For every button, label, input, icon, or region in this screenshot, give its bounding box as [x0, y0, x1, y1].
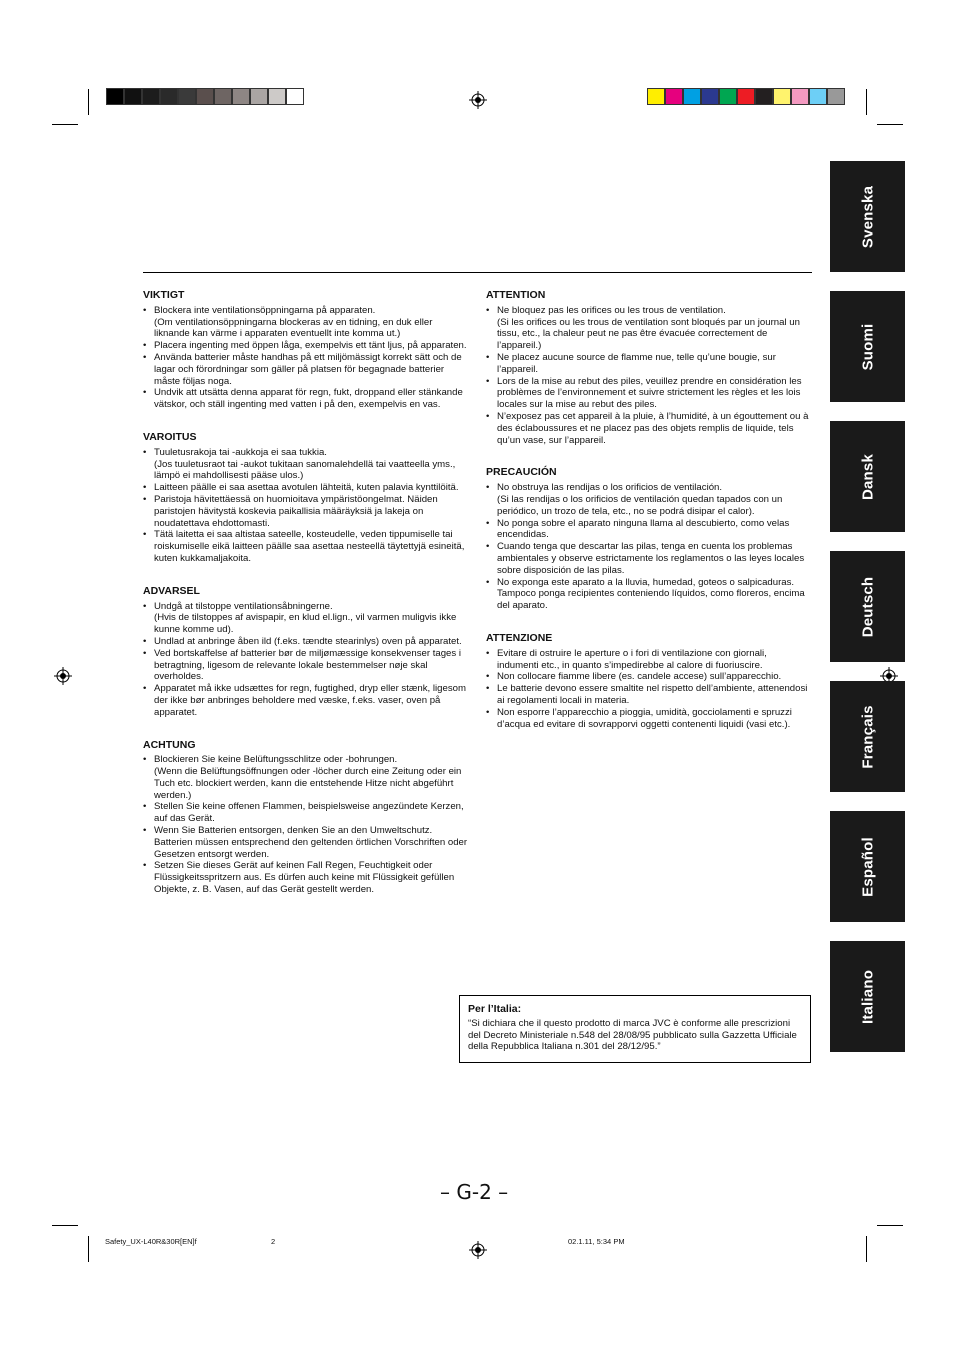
header-rule	[143, 272, 812, 273]
grayscale-swatch	[142, 88, 160, 105]
grayscale-swatch	[160, 88, 178, 105]
list-item	[486, 411, 811, 446]
section-heading: ACHTUNG	[143, 738, 196, 751]
section-heading: PRECAUCIÓN	[486, 466, 557, 479]
footer-timestamp: 02.1.11, 5:34 PM	[568, 1237, 625, 1246]
list-item	[486, 648, 811, 672]
section-heading: VAROITUS	[143, 430, 197, 443]
list-item-text: Evitare di ostruire le aperture o i fori di ventilazione con giornali, indumenti etc., in quanto s’impedirebbe al calore di fuoriuscire.	[497, 647, 767, 671]
cmyk-swatch	[665, 88, 683, 105]
grayscale-swatch	[214, 88, 232, 105]
list-item-text: Ne placez aucune source de flamme nue, telle qu’une bougie, sur l’appareil.	[497, 351, 776, 375]
list-item-text: Undvik att utsätta denna apparat för regn, fukt, droppand eller stänkande vätskor, och ställ ingenting med vatten i på den, exempelvis en vas.	[154, 387, 463, 411]
list-item	[143, 482, 468, 494]
bullet-list	[486, 305, 811, 447]
list-item-text: Tätä laitetta ei saa altistaa sateelle, kosteudelle, veden tippumiselle tai roiskumiselle eikä laitteen päälle saa asettaa nesteellä täytettyjä esineitä, kuten kukkamaljakoita.	[154, 529, 465, 564]
list-item	[486, 683, 811, 707]
grayscale-swatch	[106, 88, 124, 105]
crop-mark	[877, 124, 903, 125]
cmyk-swatch	[809, 88, 827, 105]
list-item	[143, 825, 468, 860]
bullet-list	[143, 601, 468, 719]
tab-label: Italiano	[859, 969, 876, 1024]
list-item-note: (Jos tuuletusraot tai -aukot tukitaan sanomalehdellä tai vaatteella yms., lämpö ei mahdollisesti pääse ulos.)	[154, 458, 456, 482]
tab-dansk	[830, 421, 905, 532]
list-item-note: (Si les orifices ou les trous de ventilation sont bloqués par un journal un tissu, etc., la chaleur peut ne pas être évacuée correctement de l’appareil.)	[497, 316, 800, 352]
warning-section	[486, 467, 811, 612]
list-item	[143, 648, 468, 683]
list-item-text: Tuuletusrakoja tai -aukkoja ei saa tukkia.	[154, 446, 327, 458]
list-item	[143, 601, 468, 636]
list-item	[143, 683, 468, 718]
list-item	[486, 376, 811, 411]
list-item	[143, 352, 468, 387]
warning-section	[143, 740, 468, 896]
page-number: – G-2 –	[440, 1180, 509, 1204]
crop-mark	[52, 1225, 78, 1226]
crop-mark	[88, 89, 89, 115]
registration-mark-icon	[54, 667, 72, 685]
tab-label: Dansk	[859, 453, 876, 500]
list-item-text: Apparatet må ikke udsættes for regn, fugtighed, dryp eller stænk, ligesom der ikke bør anbringes beholdere med væske, f.eks. vaser, oven på apparatet.	[154, 683, 466, 718]
section-heading: VIKTIGT	[143, 289, 185, 301]
list-item	[143, 754, 468, 801]
cmyk-swatch	[647, 88, 665, 105]
cmyk-swatch	[827, 88, 845, 105]
grayscale-swatch	[268, 88, 286, 105]
section-heading: ATTENTION	[486, 289, 546, 301]
crop-mark	[88, 1236, 89, 1262]
section-heading: ADVARSEL	[143, 584, 200, 597]
warning-section	[486, 290, 811, 446]
grayscale-swatch	[178, 88, 196, 105]
list-item	[143, 387, 468, 411]
tab-francais	[830, 681, 905, 792]
list-item	[143, 636, 468, 648]
tab-svenska	[830, 161, 905, 272]
list-item-text: Undlad at anbringe åben ild (f.eks. tændte stearinlys) oven på apparatet.	[154, 635, 462, 647]
list-item	[486, 671, 811, 683]
list-item	[143, 447, 468, 482]
list-item-text: No obstruya las rendijas o los orificios de ventilación.	[497, 482, 723, 494]
grayscale-swatch	[196, 88, 214, 105]
list-item-text: Blockieren Sie keine Belüftungsschlitze oder -bohrungen.	[154, 754, 398, 766]
list-item-text: No ponga sobre el aparato ninguna llama al descubierto, como velas encendidas.	[497, 517, 790, 541]
tab-label: Deutsch	[859, 576, 876, 637]
list-item-text: Lors de la mise au rebut des piles, veuillez prendre en considération les problèmes de l’environnement et suivre strictement les règles et les lois locales sur la mise au rebut des piles.	[497, 375, 802, 411]
list-item-text: Använda batterier måste handhas på ett miljömässigt korrekt sätt och de lagar och förordningar som gäller på platsen för begagnade batterier måste följas noga.	[154, 351, 462, 387]
bullet-list	[486, 648, 811, 731]
tab-label: Français	[859, 704, 876, 769]
list-item-text: Non esporre l’apparecchio a pioggia, umidità, gocciolamenti e spruzzi d’acqua ed evitare di sovrapporvi oggetti contenenti liquidi (vasi etc.).	[497, 706, 792, 730]
list-item	[143, 801, 468, 825]
warning-section	[143, 586, 468, 719]
italia-notice-title: Per l’Italia:	[468, 1003, 522, 1015]
list-item	[486, 577, 811, 612]
list-item-text: Undgå at tilstoppe ventilationsåbningerne.	[154, 600, 333, 612]
crop-mark	[866, 89, 867, 115]
list-item-text: Blockera inte ventilationsöppningarna på apparaten.	[154, 304, 376, 316]
list-item	[486, 707, 811, 731]
crop-mark	[877, 1225, 903, 1226]
list-item	[486, 305, 811, 352]
list-item-note: (Wenn die Belüftungsöffnungen oder -löcher durch eine Zeitung oder ein Tuch etc. blockiert werden, kann die entstehende Hitze nicht abgeführt werden.)	[154, 766, 462, 801]
bullet-list	[143, 447, 468, 565]
bullet-list	[486, 482, 811, 612]
warning-section	[143, 432, 468, 565]
bullet-list	[143, 305, 468, 411]
list-item-note: (Si las rendijas o los orificios de ventilación quedan tapados con un periódico, un trozo de tela, etc., no se podrá disipar el calor).	[497, 493, 783, 517]
list-item-text: Stellen Sie keine offenen Flammen, beispielsweise angezündete Kerzen, auf das Gerät.	[154, 801, 464, 825]
tab-label: Svenska	[859, 185, 876, 248]
crop-mark	[52, 124, 78, 125]
list-item-text: Paristoja hävitettäessä on huomioitava ympäristöongelmat. Näiden paristojen hävitystä koskevia paikallisia määräyksiä ja lakeja on noudatettava ehdottomasti.	[154, 493, 438, 529]
warning-section	[486, 633, 811, 730]
cmyk-swatch	[791, 88, 809, 105]
list-item	[486, 352, 811, 376]
bullet-list	[143, 754, 468, 896]
list-item-text: Non collocare fiamme libere (es. candele accese) sull’apparecchio.	[497, 671, 782, 683]
list-item-text: Setzen Sie dieses Gerät auf keinen Fall Regen, Feuchtigkeit oder Flüssigkeitsspritzern aus. Es dürfen auch keine mit Flüssigkeit gefüllen Objekte, z. B. Vasen, auf das Gerät gestellt werden.	[154, 860, 455, 896]
left-column	[143, 290, 468, 917]
list-item	[486, 518, 811, 542]
cmyk-swatch	[719, 88, 737, 105]
tab-label: Suomi	[859, 323, 876, 370]
list-item	[143, 529, 468, 564]
list-item	[486, 541, 811, 576]
list-item	[143, 860, 468, 895]
list-item-text: Ne bloquez pas les orifices ou les trous de ventilation.	[497, 304, 726, 316]
tab-espanol	[830, 811, 905, 922]
list-item	[143, 305, 468, 340]
grayscale-swatch	[232, 88, 250, 105]
list-item-text: N’exposez pas cet appareil à la pluie, à l’humidité, à un égouttement ou à des éclaboussures et ne placez pas des objets remplis de liquide, tels qu’un vase, sur l’appareil.	[497, 410, 809, 446]
list-item	[143, 494, 468, 529]
tab-italiano	[830, 941, 905, 1052]
cmyk-swatch	[683, 88, 701, 105]
cmyk-swatch	[737, 88, 755, 105]
right-column	[486, 290, 811, 751]
list-item-note: (Om ventilationsöppningarna blockeras av en tidning, en duk eller liknande kan värme i apparaten eventuellt inte komma ut.)	[154, 316, 433, 340]
section-heading: ATTENZIONE	[486, 631, 553, 644]
list-item-note: (Hvis de tilstoppes af avispapir, en klud el.lign., vil varmen muligvis ikke kunne komme ud).	[154, 612, 457, 636]
crop-mark	[866, 1236, 867, 1262]
grayscale-swatch	[124, 88, 142, 105]
footer-filename: Safety_UX-L40R&30R[EN]f	[105, 1237, 197, 1246]
list-item-text: Laitteen päälle ei saa asettaa avotulen lähteitä, kuten palavia kynttilöitä.	[154, 482, 459, 494]
cmyk-swatch	[773, 88, 791, 105]
registration-mark-icon	[469, 91, 487, 109]
registration-mark-icon	[469, 1241, 487, 1259]
grayscale-swatch	[250, 88, 268, 105]
tab-deutsch	[830, 551, 905, 662]
list-item-text: No exponga este aparato a la lluvia, humedad, goteos o salpicaduras. Tampoco ponga recipientes conteniendo líquidos, como floreros, encima del aparato.	[497, 576, 805, 612]
cmyk-swatch	[701, 88, 719, 105]
list-item	[143, 340, 468, 352]
list-item-text: Cuando tenga que descartar las pilas, tenga en cuenta los problemas ambientales y observe estrictamente los reglamentos o las leyes locales sobre disposición de las pilas.	[497, 541, 805, 576]
list-item	[486, 482, 811, 517]
list-item-text: Ved bortskaffelse af batterier bør de miljømæssige konsekvenser tages i betragtning, ligesom de relevante lokale bestemmelser nøje skal overholdes.	[154, 647, 461, 683]
list-item-text: Placera ingenting med öppen låga, exempelvis ett tänt ljus, på apparaten.	[154, 340, 467, 352]
grayscale-swatch	[286, 88, 304, 105]
tab-label: Español	[859, 836, 876, 897]
warning-section	[143, 290, 468, 411]
list-item-text: Le batterie devono essere smaltite nel rispetto dell’ambiente, attenendosi ai regolamenti locali in materia.	[497, 683, 808, 706]
cmyk-swatch	[755, 88, 773, 105]
italia-notice-box	[459, 995, 811, 1063]
list-item-text: Wenn Sie Batterien entsorgen, denken Sie an den Umweltschutz. Batterien müssen entsprechend den geltenden örtlichen Vorschriften oder Gesetzen entsorgt werden.	[154, 825, 468, 860]
tab-suomi	[830, 291, 905, 402]
italia-notice-text: “Si dichiara che il questo prodotto di marca JVC è conforme alle prescrizioni del Decreto Ministeriale n.548 del 28/08/95 pubblicato sulla Gazzetta Ufficiale della Repubblica Italiana n.301 del 28/12/95.”	[468, 1017, 797, 1053]
footer-page: 2	[271, 1237, 276, 1246]
